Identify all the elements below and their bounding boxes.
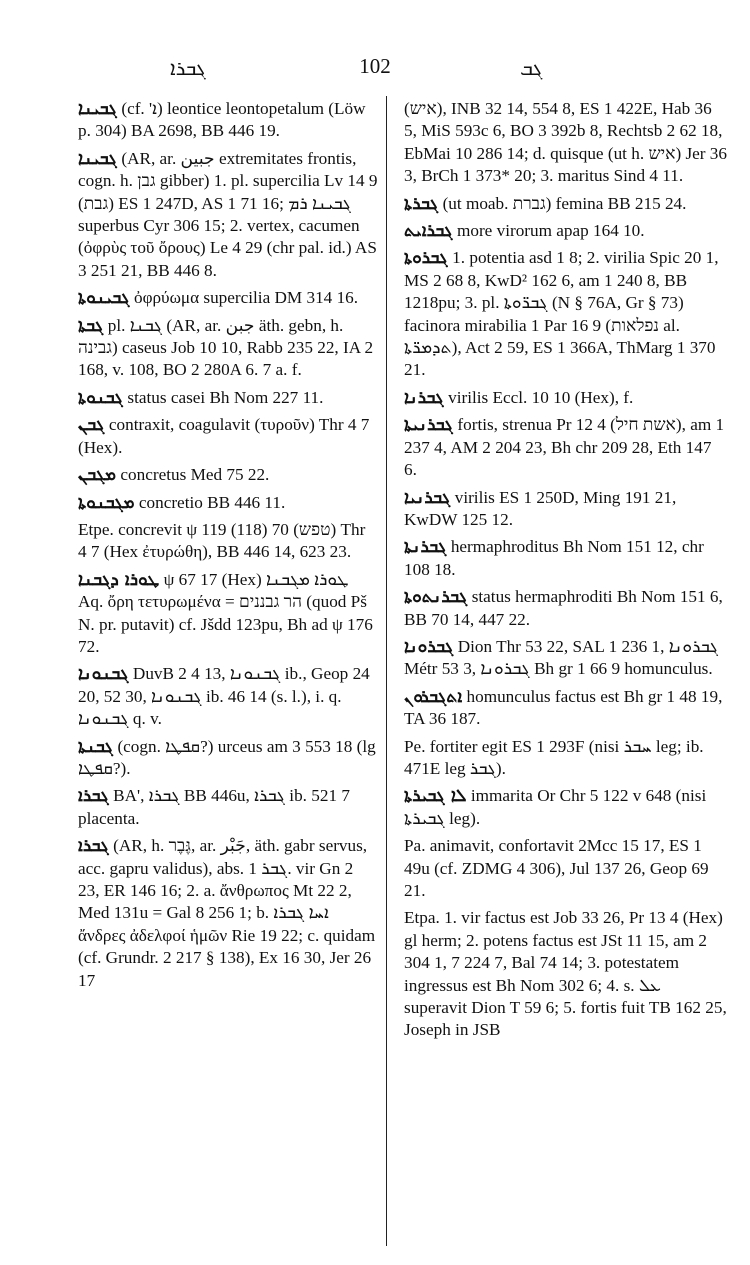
syriac-headword: ܓܒܝܢܘܬܐ (78, 288, 130, 309)
entry (78, 492, 378, 514)
entry (404, 686, 728, 731)
syriac-headword: ܓܒܢ (78, 415, 105, 436)
entry-text: Pa. animavit, confortavit 2Mcc 15 17, ES 1 49u (cf. ZDMG 4 306), Jul 137 26, Geop 69 21. (404, 836, 709, 900)
entry (404, 907, 728, 1041)
entry-text: BA', ܓܒܪܐ BB 446u, ܓܒܪܐ ib. 521 7 placenta. (78, 786, 350, 828)
entry (404, 586, 728, 631)
entry-text: virilis ES 1 250D, Ming 191 21, KwDW 125 12. (404, 487, 677, 529)
entry-text: immarita Or Chr 5 122 v 648 (nisi ܓܒܝܪܬܐ leg). (404, 786, 707, 828)
syriac-headword: ܓܒܪܬܐ (404, 193, 439, 214)
entry-text: status casei Bh Nom 227 11. (127, 387, 324, 407)
syriac-headword: ܡܓܒܢܘܬܐ (78, 492, 135, 513)
right-column (404, 98, 728, 1047)
entry-text: concretio BB 446 11. (138, 492, 286, 512)
entry (78, 287, 378, 309)
column-divider (386, 96, 387, 1246)
entry-text: (cogn. ܩܦܛܐ?) urceus am 3 553 18 (lg ܩܦܛܐ?). (78, 736, 376, 778)
page-header (0, 52, 750, 86)
entry-text: fortis, strenua Pr 12 4 (אשת חיל), am 1 237 4, AM 2 204 23, Bh chr 209 28, Eth 147 6. (404, 415, 725, 480)
entry (404, 98, 728, 188)
entry (78, 785, 378, 830)
entry (404, 636, 728, 681)
entry (404, 736, 728, 781)
syriac-headword: ܓܒܪܘܬܐ (404, 248, 448, 269)
syriac-headword: ܡܓܒܢ (78, 465, 117, 486)
entry (78, 663, 378, 730)
entry (404, 193, 728, 215)
entry-text: contraxit, coagulavit (τυροῦν) Thr 4 7 (Hex). (78, 415, 370, 457)
entry (404, 387, 728, 409)
syriac-headword: ܓܒܪܐܝܬ (404, 221, 453, 242)
entry-text: pl. ܓܒܢܐ (AR, ar. جبن äth. gebn, h. גבינה) caseus Job 10 10, Rabb 235 22, IA 2 168, v. 108, BO 2 280A 6. 7 a. f. (78, 315, 374, 380)
entry (78, 835, 378, 992)
syriac-headword: ܓܒܝܢܐ (78, 148, 118, 169)
entry-text: (AR, ar. جبين extremitates frontis, cogn. h. גבן gibber) 1. pl. supercilia Lv 14 9 (גבת) ES 1 247D, AS 1 71 16; ܓܒܝܢܐ ܪܡ superbus Cyr 306 15; 2. vertex, cacumen (ὀφρὺς τοῦ ὄρους) Le 4 29 (chr pal. id.) AS 3 251 21, BB 446 8. (78, 148, 378, 280)
entry-text: Etpe. concrevit ψ 119 (118) 70 (טפש) Thr 4 7 (Hex ἐτυρώθη), BB 446 14, 623 23. (78, 519, 366, 562)
entry-text: hermaphroditus Bh Nom 151 12, chr 108 18. (404, 537, 704, 579)
entry-text: DuvB 2 4 13, ܓܒܢܘܢܐ ib., Geop 24 20, 52 30, ܓܒܢܘܢܐ ib. 46 14 (s. l.), i. q. ܓܒܢܘܢܐ q. v. (78, 664, 370, 729)
entry-text: ψ 67 17 (Hex) ܛܘܪܐ ܡܓܒܢܐ Aq. ὄρη τετυρωμένα = הר גבננים (quod Pš N. pr. putavit) cf. Jšdd 123pu, Bh ad ψ 176 72. (78, 569, 373, 656)
entry-text: 1. potentia asd 1 8; 2. virilia Spic 20 1, MS 2 68 8, KwD² 162 6, am 1 240 8, BB 1218pu; 3. pl. ܓܒܪ̈ܘܬܐ (N § 76A, Gr § 73) facinora mirabilia 1 Par 16 9 (נפלאות al. ܬܕܡܪ̈ܬܐ), Act 2 59, ES 1 366A, ThMarg 1 370 21. (404, 248, 719, 380)
syriac-headword: ܓܒܢܬܐ (78, 736, 114, 757)
entry (78, 736, 378, 781)
entry-text: (ut moab. גברת) femina BB 215 24. (442, 193, 687, 213)
entry-text: (איש), INB 32 14, 554 8, ES 1 422E, Hab 36 5, MiS 593c 6, BO 3 392b 8, Rechtsb 2 62 18, EbMai 10 286 14; d. quisque (ut h. איש) Jer 36 3, BrCh 1 373* 20; 3. maritus Sind 4 11. (404, 99, 727, 186)
entry (78, 315, 378, 382)
syriac-headword: ܛܘܪܐ ܕܓܒܢܐ (78, 569, 160, 590)
syriac-headword: ܓܒܬܐ (78, 315, 104, 336)
syriac-headword: ܠܐ ܓܒܝܪܬܐ (404, 786, 467, 807)
entry (78, 98, 378, 143)
entry-text: concretus Med 75 22. (120, 465, 270, 485)
entry (404, 536, 728, 581)
syriac-headword: ܓܒܪܐ (78, 786, 109, 807)
header-left-word: ܓܒܪܐ (170, 56, 206, 80)
entry-text: ὀφρύωμα supercilia DM 314 16. (133, 288, 359, 308)
entry-text: Dion Thr 53 22, SAL 1 236 1, ܓܒܪܘܢܐ Métr 53 3, ܓܒܪܘܢܐ Bh gr 1 66 9 homunculus. (404, 636, 719, 679)
entry-text: Pe. fortiter egit ES 1 293F (nisi ܚܒܪ leg; ib. 471E leg ܓܒܪ). (404, 736, 704, 778)
entry-text: (cf. 'ܐ) leontice leontopetalum (Löw p. 304) BA 2698, BB 446 19. (78, 99, 366, 141)
syriac-headword: ܐܬܓܒܪܘܢ (404, 686, 463, 707)
syriac-headword: ܓܒܪܘܢܐ (404, 636, 454, 657)
entry (78, 387, 378, 409)
syriac-headword: ܓܒܪܢܝܐ (404, 487, 451, 508)
header-right-word: ܓܒ (520, 56, 543, 80)
entry (78, 414, 378, 459)
entry-text: status hermaphroditi Bh Nom 151 6, BB 70 14, 447 22. (404, 587, 723, 629)
entry (404, 785, 728, 830)
syriac-headword: ܓܒܪܐ (78, 836, 109, 857)
entry-text: Etpa. 1. vir factus est Job 33 26, Pr 13 4 (Hex) gl herm; 2. potens factus est JSt 11 15, am 2 304 1, 7 224 7, Bal 74 14; 3. potestatem ingressus est Bh Nom 302 6; 4. s. ܥܠ superavit Dion T 59 6; 5. fortis fuit TB 162 25, Joseph in JSB (404, 908, 727, 1040)
entry (404, 220, 728, 242)
entry (404, 487, 728, 532)
entry (78, 569, 378, 659)
syriac-headword: ܓܒܪܢܐ (404, 387, 444, 408)
entry-text: (AR, h. גֶּבֶר, ar. جَبْر, äth. gabr servus, acc. gapru validus), abs. ܓܒܪ 1. vir Gn 2 23, ER 146 16; 2. a. ἄνθρωπος Mt 22 2, Med 131u = Gal 8 256 1; b. ܐܚܐ ܓܒܪܐ ἄνδρες ἀδελφοί ἡμῶν Rie 19 22; c. quidam (cf. Grundr. 2 217 § 138), Ex 16 30, Jer 26 17 (78, 836, 376, 990)
syriac-headword: ܓܒܝܢܐ (78, 99, 118, 119)
entry-text: more virorum apap 164 10. (456, 221, 645, 241)
entry-text: virilis Eccl. 10 10 (Hex), f. (448, 387, 634, 407)
entry (404, 414, 728, 481)
entry (404, 247, 728, 381)
entry (78, 464, 378, 486)
syriac-headword: ܓܒܪܢܝܬܐ (404, 415, 454, 436)
entry (78, 519, 378, 564)
syriac-headword: ܓܒܢܘܬܐ (78, 387, 124, 408)
left-column (78, 98, 378, 997)
syriac-headword: ܓܒܪܢܬܐ (404, 537, 447, 558)
syriac-headword: ܓܒܢܘܢܐ (78, 664, 129, 685)
entry (78, 148, 378, 282)
page-number: 102 (359, 54, 391, 78)
entry-text: homunculus factus est Bh gr 1 48 19, TA 36 187. (404, 686, 723, 729)
entry (404, 835, 728, 902)
syriac-headword: ܓܒܪܢܬܘܬܐ (404, 587, 468, 608)
